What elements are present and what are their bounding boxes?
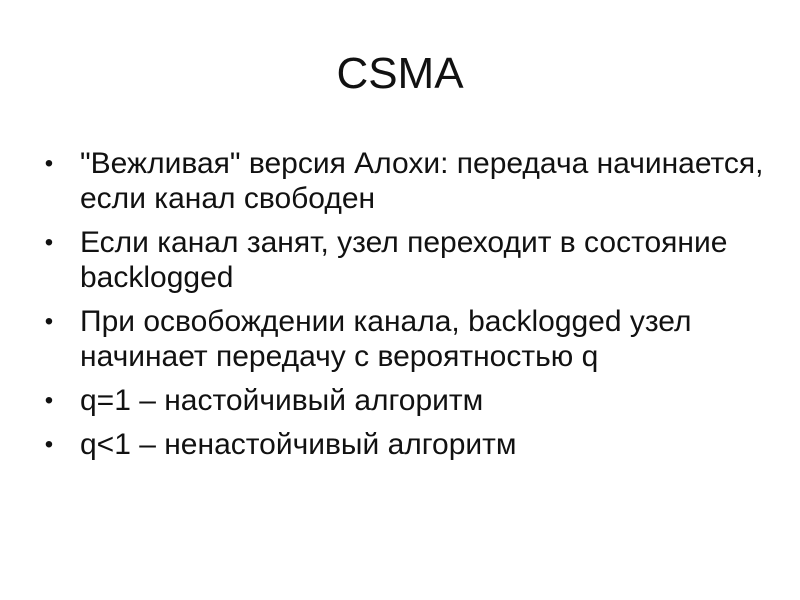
bullet-list	[38, 146, 768, 471]
bullet-item	[38, 304, 768, 374]
bullet-text: "Вежливая" версия Алохи: передача начинается, если канал свободен	[80, 147, 764, 215]
bullet-text: q=1 – настойчивый алгоритм	[80, 384, 484, 417]
bullet-icon: •	[44, 308, 54, 335]
bullet-item	[38, 146, 768, 216]
bullet-text: Если канал занят, узел переходит в состояние backlogged	[80, 226, 728, 294]
bullet-icon: •	[44, 387, 54, 414]
bullet-icon: •	[44, 431, 54, 458]
slide-title: CSMA	[336, 49, 464, 98]
bullet-item	[38, 427, 768, 462]
bullet-item	[38, 225, 768, 295]
bullet-item	[38, 383, 768, 418]
bullet-text: При освобождении канала, backlogged узел начинает передачу с вероятностью q	[80, 305, 692, 373]
bullet-text: q<1 – ненастойчивый алгоритм	[80, 428, 517, 461]
bullet-icon: •	[44, 229, 54, 256]
bullet-icon: •	[44, 150, 54, 177]
